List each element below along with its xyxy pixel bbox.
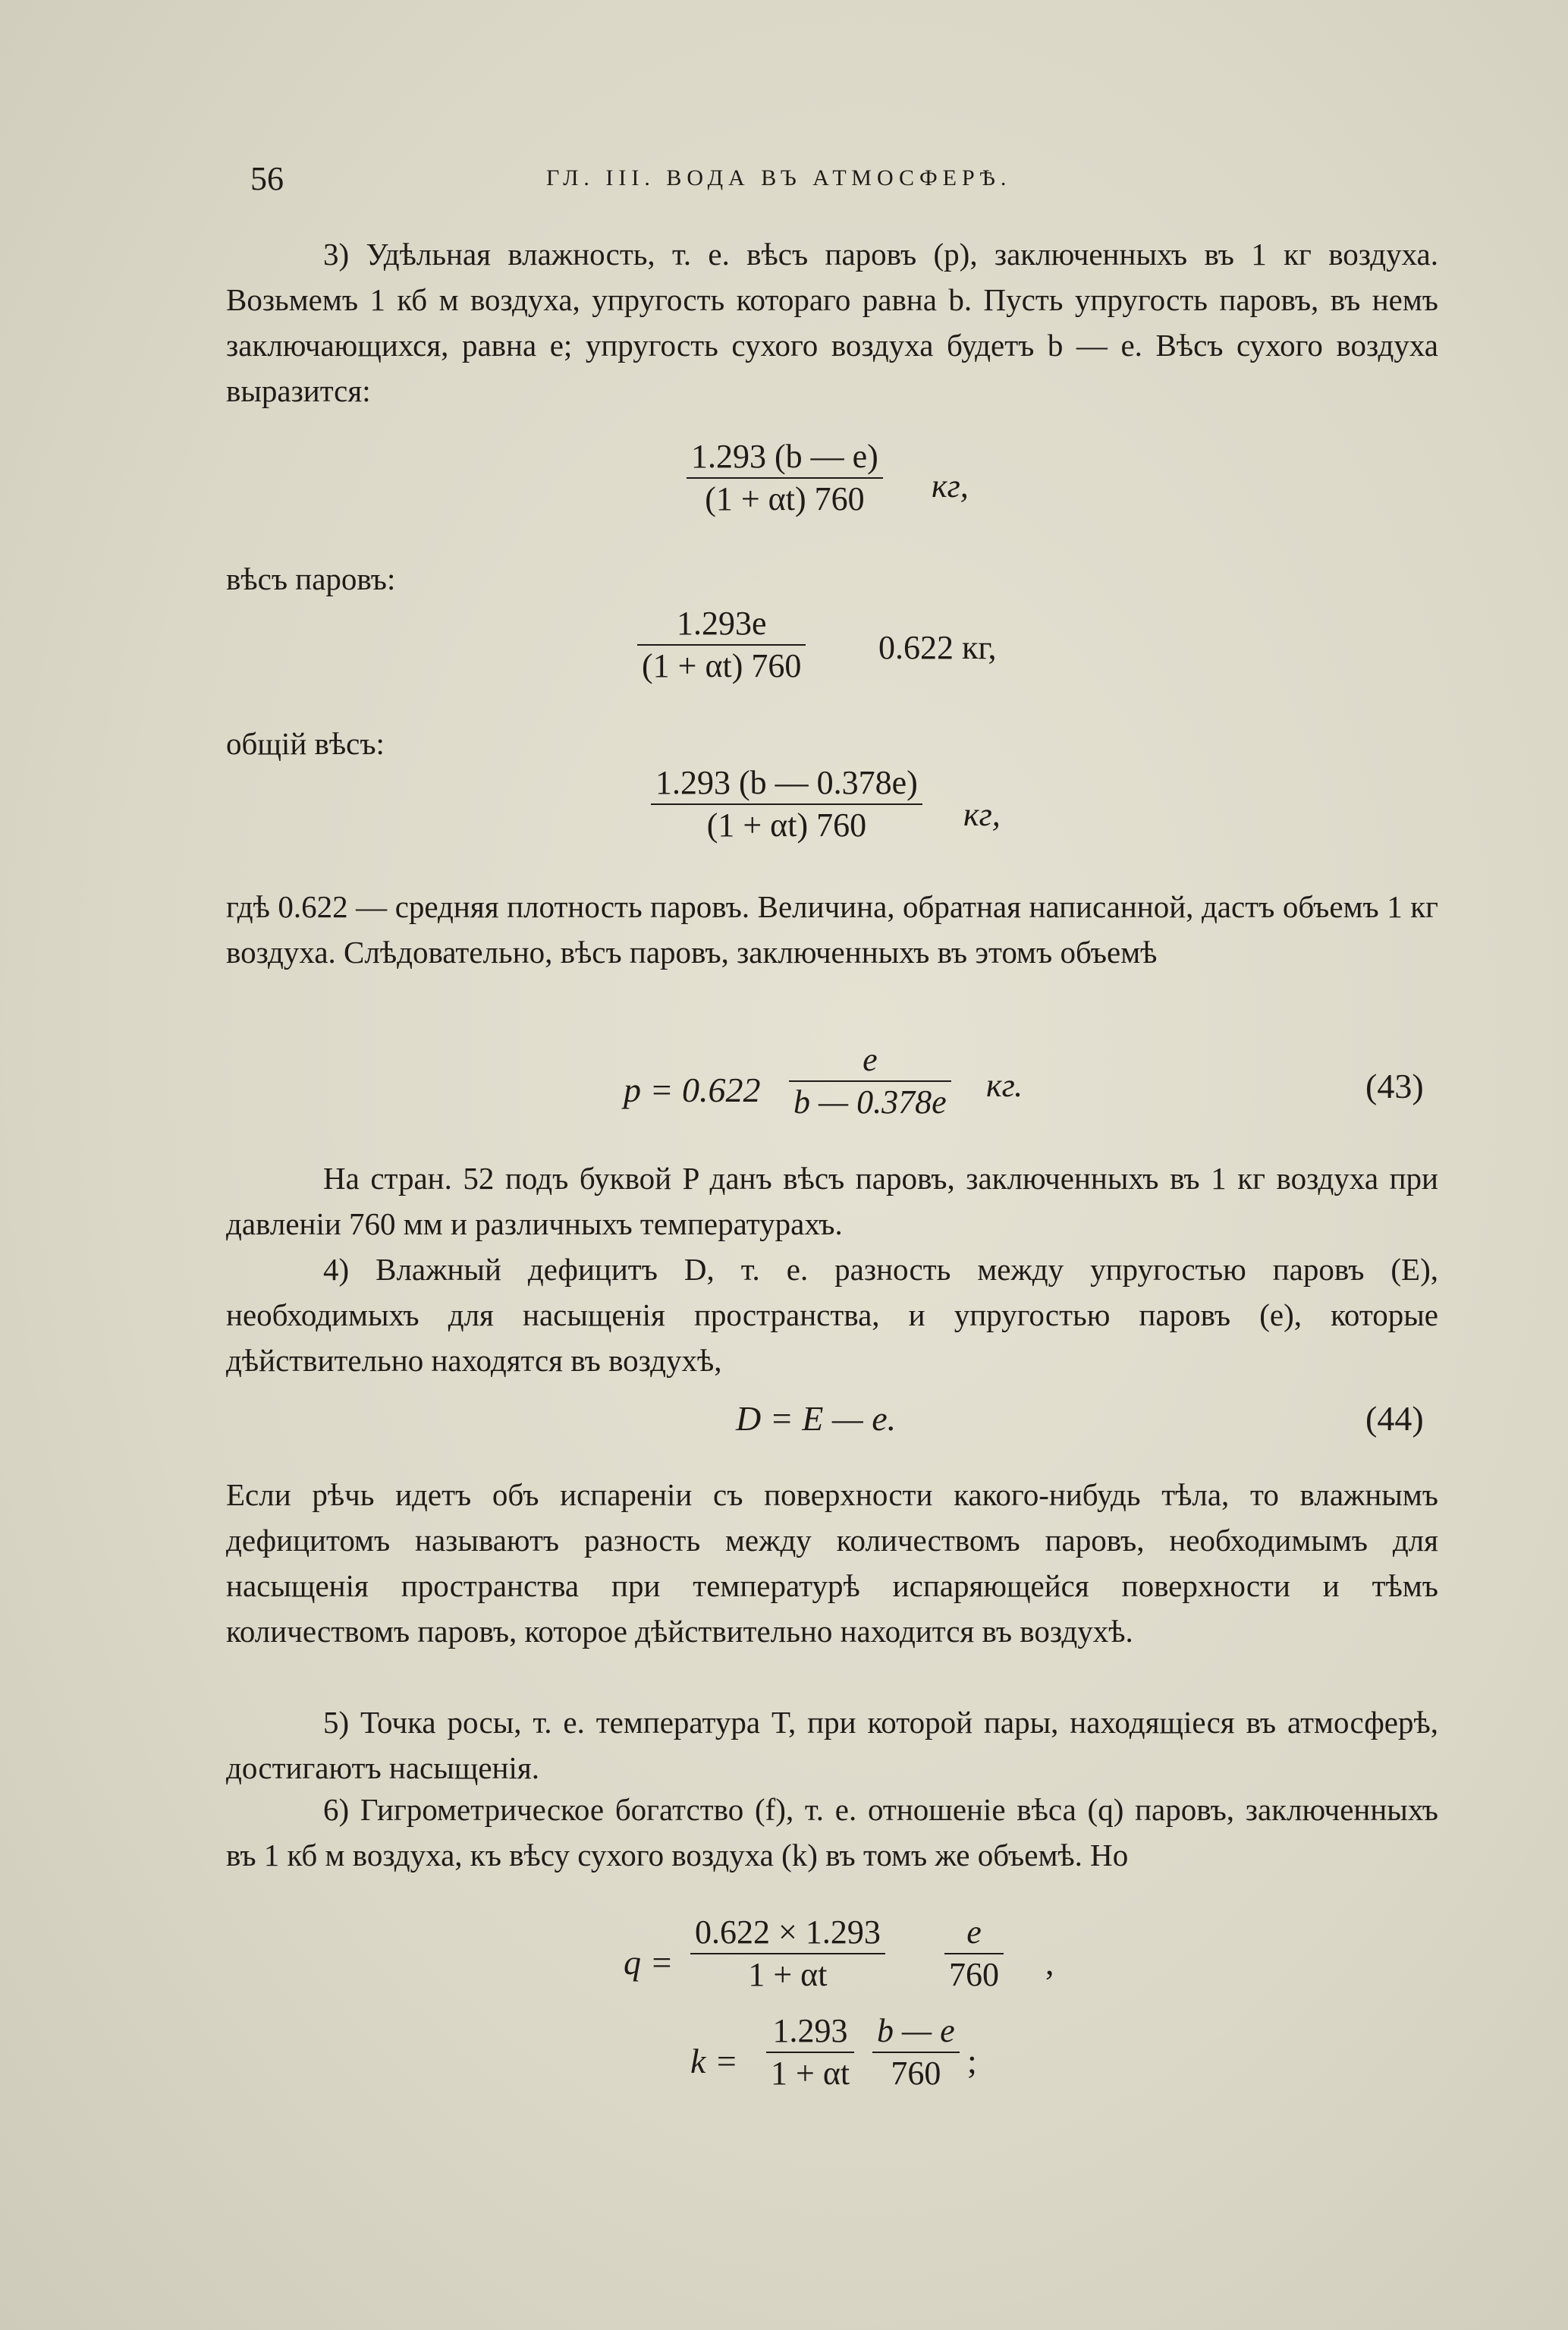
equation-number-44: (44) (1365, 1399, 1424, 1438)
paragraph-specific-humidity: 3) Удѣльная влажность, т. е. вѣсъ паровъ (p), заключенныхъ въ 1 кг воздуха. Возьмемъ 1 кб м воздуха, упругость котораго равна b. Пусть упругость паровъ, въ немъ заключающихся, равна e; упругость сухого воздуха будетъ b — e. Вѣсъ сухого воздуха выразится: (226, 237, 1438, 408)
formula-vapor-weight (637, 603, 806, 687)
eq-k-fraction-1 (766, 2011, 854, 2094)
paragraph-hygrometric: 6) Гигрометрическое богатство (f), т. е. отношеніе вѣса (q) паровъ, заключенныхъ въ 1 кб м воздуха, къ вѣсу сухого воздуха (k) въ томъ же объемѣ. Но (226, 1792, 1438, 1872)
eq-q-end: , (1045, 1943, 1054, 1982)
fraction-numerator: e (863, 1041, 878, 1078)
formula-unit: кг, (932, 467, 969, 505)
fraction-denominator: 760 (891, 2055, 941, 2092)
fraction-denominator: 1 + αt (771, 2055, 850, 2092)
eq-k-fraction-2 (872, 2011, 960, 2094)
label-total-weight: общій вѣсъ: (226, 726, 385, 761)
eq43-lhs: p = 0.622 (624, 1071, 761, 1109)
fraction-denominator: 1 + αt (748, 1956, 828, 1993)
fraction-numerator: 1.293e (676, 605, 767, 642)
eq43-unit: кг. (986, 1067, 1023, 1104)
running-title: ГЛ. III. ВОДА ВЪ АТМОСФЕРѢ. (546, 165, 1012, 190)
fraction-denominator: (1 + αt) 760 (642, 647, 802, 684)
fraction-numerator: e (966, 1913, 982, 1951)
paragraph-table-reference: На стран. 52 подъ буквой P данъ вѣсъ паровъ, заключенныхъ въ 1 кг воздуха при давленіи 760 мм и различныхъ температурахъ. (226, 1161, 1438, 1241)
eq-k-end: ; (967, 2042, 977, 2080)
fraction-denominator: (1 + αt) 760 (705, 480, 865, 517)
eq-q-lhs: q = (624, 1943, 674, 1982)
fraction-denominator: (1 + αt) 760 (706, 807, 867, 844)
fraction-numerator: 0.622 × 1.293 (695, 1913, 881, 1951)
equation-number-43: (43) (1365, 1067, 1424, 1105)
eq-q-fraction-1 (690, 1912, 885, 1995)
label-vapor-weight: вѣсъ паровъ: (226, 561, 396, 596)
fraction-numerator: b — e (877, 2012, 955, 2049)
eq-q-fraction-2 (944, 1912, 1004, 1995)
eq44-formula: D = E — e. (736, 1399, 897, 1438)
eq-k-lhs: k = (690, 2042, 738, 2080)
fraction-numerator: 1.293 (b — 0.378e) (655, 764, 918, 801)
fraction-numerator: 1.293 (772, 2012, 848, 2049)
paragraph-dew-point: 5) Точка росы, т. е. температура T, при которой пары, находящіеся въ атмосферѣ, достигаютъ насыщенія. (226, 1705, 1438, 1785)
page-number: 56 (250, 160, 284, 197)
fraction-denominator: b — 0.378e (793, 1083, 947, 1121)
paragraph-density-note: гдѣ 0.622 — средняя плотность паровъ. Величина, обратная написанной, дастъ объемъ 1 кг воздуха. Слѣдовательно, вѣсъ паровъ, заключенныхъ въ этомъ объемѣ (226, 889, 1438, 970)
formula-total-weight (651, 763, 922, 846)
fraction-denominator: 760 (949, 1956, 999, 1993)
eq43-fraction (789, 1039, 951, 1123)
paragraph-evaporation: Если рѣчь идетъ объ испареніи съ поверхности какого-нибудь тѣла, то влажнымъ дефицитомъ называютъ разность между количествомъ паровъ, необходимымъ для насыщенія пространства при температурѣ испаряющейся поверхности и тѣмъ количествомъ паровъ, которое дѣйствительно находится въ воздухѣ. (226, 1477, 1438, 1649)
formula-dry-air-weight (687, 436, 883, 520)
formula-tail: 0.622 кг, (878, 629, 997, 666)
paragraph-humidity-deficit: 4) Влажный дефицитъ D, т. е. разность между упругостью паровъ (E), необходимыхъ для насыщенія пространства, и упругостью паровъ (e), которые дѣйствительно находятся въ воздухѣ, (226, 1252, 1438, 1378)
page-header (250, 159, 1426, 205)
fraction-numerator: 1.293 (b — e) (691, 438, 878, 475)
formula-unit: кг, (963, 796, 1001, 833)
